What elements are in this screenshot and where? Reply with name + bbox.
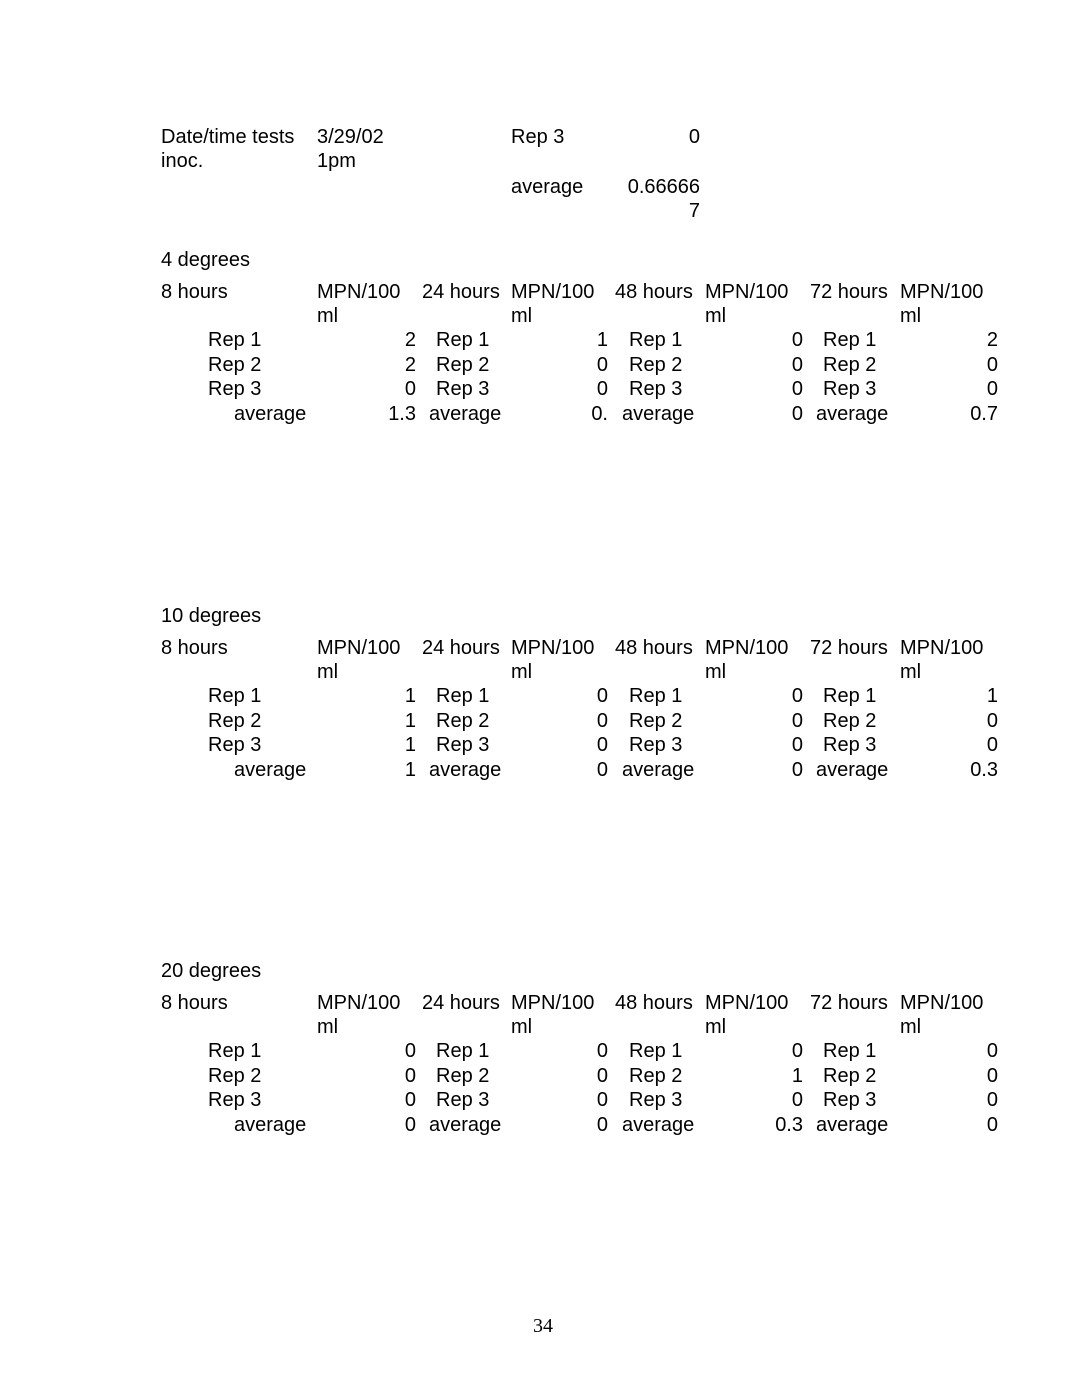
rep-label: Rep 2 xyxy=(208,1064,262,1087)
unit-header-line1: MPN/100 xyxy=(317,637,401,659)
unit-header-line1: MPN/100 xyxy=(705,281,789,303)
rep-value: 1 xyxy=(596,329,608,351)
time-label: 24 hours xyxy=(422,281,500,303)
rep-label: Rep 1 xyxy=(629,1040,683,1062)
rep-value: 1 xyxy=(404,709,416,732)
average-label: average xyxy=(429,402,502,425)
rep-value: 0 xyxy=(596,378,608,400)
average-label: average xyxy=(622,1113,695,1136)
rep-label: Rep 2 xyxy=(629,1064,683,1087)
average-value: 1.3 xyxy=(388,402,416,425)
unit-header-line2: ml xyxy=(511,305,533,327)
rep-label: Rep 3 xyxy=(208,734,262,756)
rep-value: 0 xyxy=(791,353,803,376)
header-rep3-value: 0 xyxy=(688,126,700,148)
average-label: average xyxy=(816,758,889,781)
unit-header-line1: MPN/100 xyxy=(705,637,789,659)
rep-label: Rep 3 xyxy=(629,734,683,756)
rep-label: Rep 2 xyxy=(436,353,490,376)
page-number: 34 xyxy=(533,1315,553,1337)
rep-value: 2 xyxy=(986,329,998,351)
unit-header-line2: ml xyxy=(705,305,727,327)
average-value: 0.3 xyxy=(970,758,998,781)
rep-label: Rep 3 xyxy=(823,734,877,756)
rep-label: Rep 3 xyxy=(436,734,490,756)
unit-header-line1: MPN/100 xyxy=(900,637,984,659)
rep-value: 1 xyxy=(791,1064,803,1087)
time-label: 24 hours xyxy=(422,992,500,1014)
unit-header-line1: MPN/100 xyxy=(317,281,401,303)
rep-value: 0 xyxy=(596,1064,608,1087)
time-label: 72 hours xyxy=(810,992,888,1014)
rep-label: Rep 3 xyxy=(823,378,877,400)
average-value: 0 xyxy=(596,758,608,781)
rep-label: Rep 1 xyxy=(436,329,490,351)
rep-value: 0 xyxy=(404,1064,416,1087)
average-label: average xyxy=(816,402,889,425)
unit-header-line2: ml xyxy=(705,661,727,683)
rep-label: Rep 1 xyxy=(208,1040,262,1062)
average-value: 0 xyxy=(404,1113,416,1136)
average-value: 0. xyxy=(591,402,608,425)
rep-label: Rep 2 xyxy=(436,1064,490,1087)
rep-value: 0 xyxy=(791,1040,803,1062)
rep-value: 0 xyxy=(791,329,803,351)
rep-value: 0 xyxy=(791,378,803,400)
rep-label: Rep 1 xyxy=(823,1040,877,1062)
rep-value: 0 xyxy=(596,1040,608,1062)
rep-label: Rep 2 xyxy=(208,709,262,732)
rep-value: 1 xyxy=(404,734,416,756)
average-label: average xyxy=(622,758,695,781)
rep-value: 2 xyxy=(404,329,416,351)
rep-value: 0 xyxy=(791,1089,803,1111)
unit-header-line2: ml xyxy=(900,305,922,327)
rep-label: Rep 1 xyxy=(208,329,262,351)
time-label: 8 hours xyxy=(161,281,228,303)
average-label: average xyxy=(429,1113,502,1136)
average-value: 0 xyxy=(791,402,803,425)
average-value: 0 xyxy=(986,1113,998,1136)
average-label: average xyxy=(234,1113,307,1136)
time-label: 48 hours xyxy=(615,992,693,1014)
rep-label: Rep 1 xyxy=(208,685,262,707)
rep-label: Rep 1 xyxy=(823,329,877,351)
rep-label: Rep 3 xyxy=(629,378,683,400)
rep-value: 0 xyxy=(986,378,998,400)
header-average-value-line1: 0.66666 xyxy=(627,176,700,198)
unit-header-line1: MPN/100 xyxy=(317,992,401,1014)
rep-label: Rep 1 xyxy=(629,685,683,707)
average-label: average xyxy=(234,402,307,425)
header-average-label: average xyxy=(511,176,584,198)
rep-value: 0 xyxy=(791,709,803,732)
rep-label: Rep 3 xyxy=(208,378,262,400)
rep-label: Rep 2 xyxy=(629,353,683,376)
rep-value: 0 xyxy=(986,353,998,376)
time-label: 72 hours xyxy=(810,281,888,303)
rep-value: 0 xyxy=(404,1040,416,1062)
unit-header-line2: ml xyxy=(705,1016,727,1038)
unit-header-line1: MPN/100 xyxy=(511,637,595,659)
time-label: 72 hours xyxy=(810,637,888,659)
rep-label: Rep 3 xyxy=(436,378,490,400)
rep-value: 0 xyxy=(596,353,608,376)
date-label-line1: Date/time tests xyxy=(161,126,295,148)
average-value: 0.7 xyxy=(970,402,998,425)
unit-header-line2: ml xyxy=(317,661,339,683)
rep-value: 0 xyxy=(791,685,803,707)
unit-header-line2: ml xyxy=(900,661,922,683)
unit-header-line1: MPN/100 xyxy=(511,281,595,303)
rep-label: Rep 2 xyxy=(629,709,683,732)
average-label: average xyxy=(234,758,307,781)
rep-label: Rep 3 xyxy=(208,1089,262,1111)
time-label: 48 hours xyxy=(615,637,693,659)
rep-value: 0 xyxy=(596,1089,608,1111)
time-value: 1pm xyxy=(317,150,356,172)
time-label: 8 hours xyxy=(161,992,228,1014)
unit-header-line1: MPN/100 xyxy=(900,992,984,1014)
unit-header-line2: ml xyxy=(317,305,339,327)
section-title: 10 degrees xyxy=(161,605,262,627)
rep-label: Rep 2 xyxy=(208,353,262,376)
unit-header-line2: ml xyxy=(900,1016,922,1038)
average-label: average xyxy=(816,1113,889,1136)
rep-value: 0 xyxy=(986,1089,998,1111)
rep-value: 1 xyxy=(404,685,416,707)
unit-header-line1: MPN/100 xyxy=(511,992,595,1014)
rep-value: 2 xyxy=(404,353,416,376)
rep-label: Rep 1 xyxy=(436,685,490,707)
time-label: 48 hours xyxy=(615,281,693,303)
rep-label: Rep 1 xyxy=(823,685,877,707)
rep-value: 0 xyxy=(596,734,608,756)
unit-header-line2: ml xyxy=(317,1016,339,1038)
unit-header-line1: MPN/100 xyxy=(705,992,789,1014)
average-value: 0.3 xyxy=(775,1113,803,1136)
rep-label: Rep 2 xyxy=(436,709,490,732)
rep-label: Rep 2 xyxy=(823,353,877,376)
date-value: 3/29/02 xyxy=(317,126,384,148)
section-title: 20 degrees xyxy=(161,960,262,982)
average-label: average xyxy=(429,758,502,781)
rep-label: Rep 3 xyxy=(436,1089,490,1111)
rep-value: 0 xyxy=(986,734,998,756)
average-value: 0 xyxy=(596,1113,608,1136)
rep-value: 0 xyxy=(404,1089,416,1111)
rep-value: 0 xyxy=(986,709,998,732)
rep-label: Rep 3 xyxy=(629,1089,683,1111)
rep-value: 0 xyxy=(986,1064,998,1087)
rep-label: Rep 1 xyxy=(436,1040,490,1062)
header-rep3-label: Rep 3 xyxy=(511,126,565,148)
rep-value: 0 xyxy=(404,378,416,400)
average-value: 0 xyxy=(791,758,803,781)
rep-label: Rep 2 xyxy=(823,709,877,732)
rep-value: 0 xyxy=(791,734,803,756)
unit-header-line2: ml xyxy=(511,1016,533,1038)
unit-header-line2: ml xyxy=(511,661,533,683)
average-value: 1 xyxy=(404,758,416,781)
rep-label: Rep 3 xyxy=(823,1089,877,1111)
rep-value: 0 xyxy=(596,685,608,707)
date-label-line2: inoc. xyxy=(161,150,204,172)
average-label: average xyxy=(622,402,695,425)
time-label: 8 hours xyxy=(161,637,228,659)
rep-value: 0 xyxy=(596,709,608,732)
header-average-value-line2: 7 xyxy=(688,200,700,222)
rep-label: Rep 1 xyxy=(629,329,683,351)
rep-value: 1 xyxy=(986,685,998,707)
rep-label: Rep 2 xyxy=(823,1064,877,1087)
time-label: 24 hours xyxy=(422,637,500,659)
unit-header-line1: MPN/100 xyxy=(900,281,984,303)
rep-value: 0 xyxy=(986,1040,998,1062)
section-title: 4 degrees xyxy=(161,249,250,271)
